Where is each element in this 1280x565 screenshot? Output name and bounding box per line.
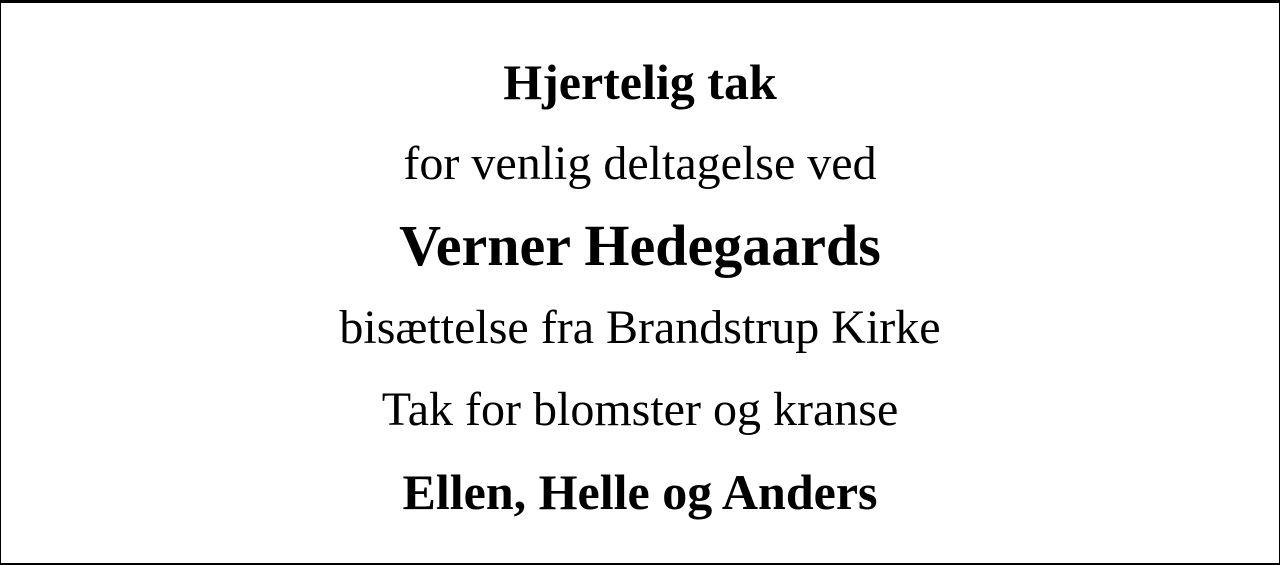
ceremony-line: bisættelse fra Brandstrup Kirke [339,301,941,354]
notice-heading: Hjertelig tak [503,54,777,110]
family-signature: Ellen, Helle og Anders [402,464,878,520]
thanks-line: Tak for blomster og kranse [381,383,899,436]
deceased-name: Verner Hedegaards [399,213,881,278]
notice-intro-line: for venlig deltagelse ved [403,137,877,190]
